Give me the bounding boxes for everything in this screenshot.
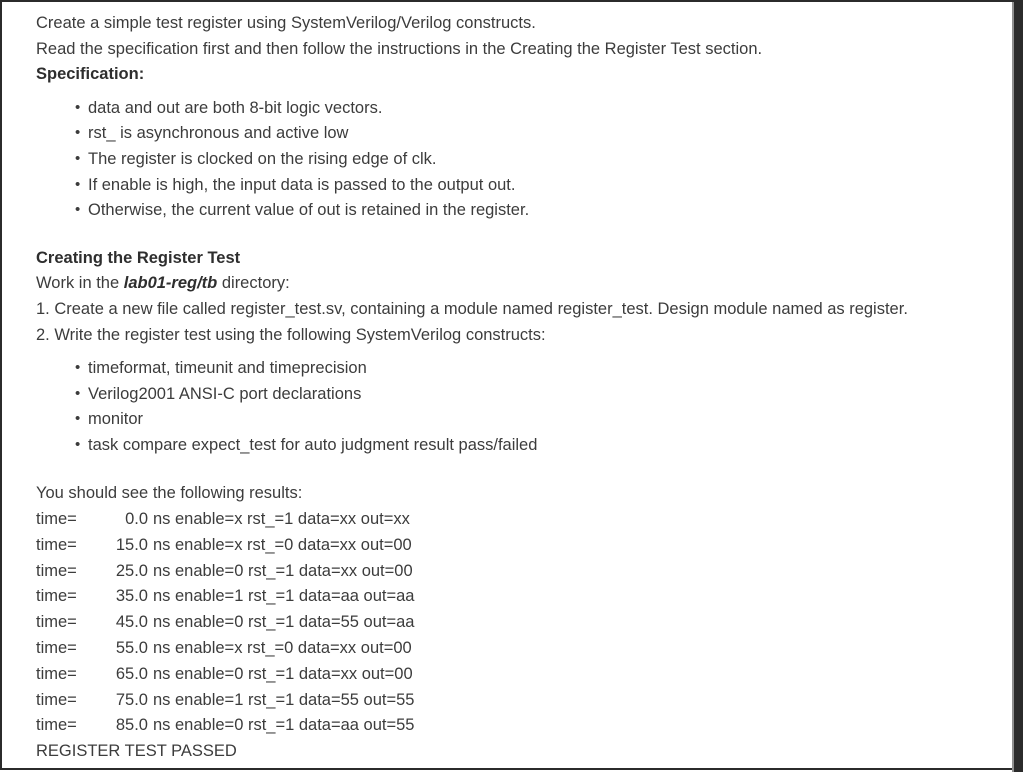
- list-item: • task compare expect_test for auto judgment result pass/failed: [88, 433, 1014, 459]
- signal-values: ns enable=0 rst_=1 data=55 out=aa: [153, 613, 415, 632]
- time-label: time=: [36, 535, 77, 554]
- page-right-edge-bar: [1014, 2, 1023, 772]
- signal-values: ns enable=0 rst_=1 data=xx out=00: [153, 561, 413, 580]
- list-item: • timeformat, timeunit and timeprecision: [88, 356, 1014, 382]
- time-label: time=: [36, 613, 77, 632]
- list-item: • Verilog2001 ANSI-C port declarations: [88, 382, 1014, 408]
- signal-values: ns enable=1 rst_=1 data=55 out=55: [153, 690, 415, 709]
- intro-line-1: Create a simple test register using SystemVerilog/Verilog constructs.: [36, 14, 536, 32]
- time-label: time=: [36, 587, 77, 606]
- time-label: time=: [36, 716, 77, 735]
- work-suffix-text: directory:: [217, 274, 290, 293]
- output-line: [36, 584, 1014, 610]
- signal-values: ns enable=x rst_=0 data=xx out=00: [153, 639, 412, 658]
- signal-values: ns enable=1 rst_=1 data=aa out=aa: [153, 587, 415, 606]
- section-spacer: [36, 232, 1014, 246]
- signal-values: ns enable=x rst_=1 data=xx out=xx: [153, 510, 410, 529]
- output-line: [36, 713, 1014, 739]
- output-line: [36, 662, 1014, 688]
- simulation-output-block: [36, 507, 1014, 765]
- step-2-text: 2. Write the register test using the following SystemVerilog constructs:: [36, 325, 546, 344]
- time-label: time=: [36, 510, 77, 529]
- signal-values: ns enable=0 rst_=1 data=aa out=55: [153, 716, 415, 735]
- document-content: [2, 2, 1014, 768]
- step-1-text: 1. Create a new file called register_test.sv, containing a module named register_test. Design module named as register.: [36, 299, 908, 318]
- work-directory-line: [36, 271, 1014, 297]
- output-line: [36, 610, 1014, 636]
- time-value: 25.0: [115, 561, 148, 580]
- list-item: • If enable is high, the input data is passed to the output out.: [88, 173, 1014, 199]
- work-prefix-text: Work in the: [36, 274, 124, 293]
- test-status-text: REGISTER TEST PASSED: [36, 742, 237, 761]
- output-line: [36, 507, 1014, 533]
- list-item: • rst_ is asynchronous and active low: [88, 121, 1014, 147]
- output-line: [36, 533, 1014, 559]
- time-label: time=: [36, 561, 77, 580]
- output-line: [36, 559, 1014, 585]
- creating-register-test-heading: Creating the Register Test: [36, 248, 241, 267]
- signal-values: ns enable=x rst_=0 data=xx out=00: [153, 535, 412, 554]
- specification-heading: Specification:: [36, 65, 145, 84]
- time-value: 75.0: [115, 690, 148, 709]
- list-item: • data and out are both 8-bit logic vectors.: [88, 96, 1014, 122]
- section-spacer: [36, 467, 1014, 481]
- constructs-list: [36, 356, 1014, 458]
- time-value: 45.0: [115, 613, 148, 632]
- time-value: 35.0: [115, 587, 148, 606]
- intro-line-2: Read the specification first and then follow the instructions in the Creating the Register Test section.: [36, 39, 763, 58]
- work-directory-name: lab01-reg/tb: [123, 274, 218, 293]
- time-label: time=: [36, 664, 77, 683]
- output-line: [36, 636, 1014, 662]
- output-line: [36, 688, 1014, 714]
- time-label: time=: [36, 690, 77, 709]
- time-value: 55.0: [115, 639, 148, 658]
- time-value: 0.0: [125, 510, 148, 529]
- list-item: • The register is clocked on the rising edge of clk.: [88, 147, 1014, 173]
- time-value: 15.0: [115, 535, 148, 554]
- list-item: • monitor: [88, 407, 1014, 433]
- list-item: • Otherwise, the current value of out is retained in the register.: [88, 198, 1014, 224]
- time-value: 65.0: [115, 664, 148, 683]
- specification-list: [36, 96, 1014, 224]
- results-heading: You should see the following results:: [36, 483, 303, 502]
- time-label: time=: [36, 639, 77, 658]
- time-value: 85.0: [115, 716, 148, 735]
- signal-values: ns enable=0 rst_=1 data=xx out=00: [153, 664, 413, 683]
